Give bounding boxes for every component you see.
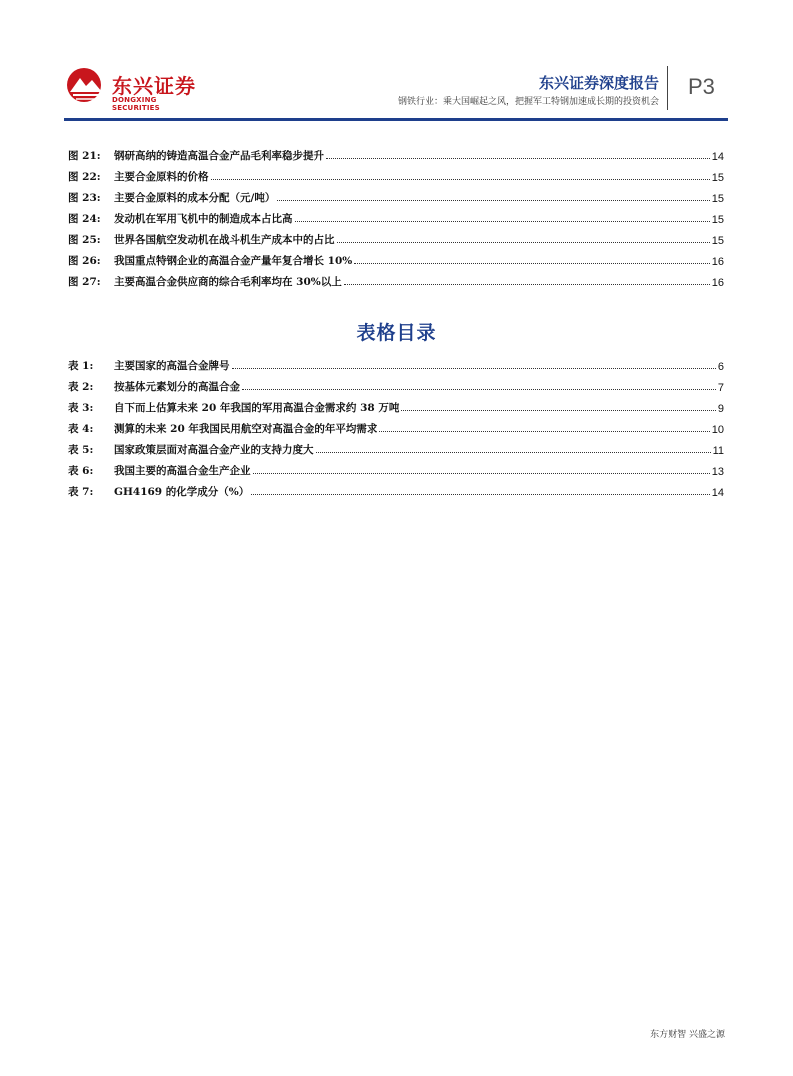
leader-dots	[326, 157, 710, 159]
toc-row[interactable]	[68, 166, 724, 184]
figure-title: 主要高温合金供应商的综合毛利率均在 30%以上	[114, 276, 342, 288]
page-ref: 6	[717, 361, 724, 373]
header-rule	[64, 118, 728, 121]
toc-row[interactable]	[68, 229, 724, 247]
table-number: 表 6:	[68, 465, 94, 477]
leader-dots	[379, 430, 709, 432]
table-title: 我国主要的高温合金生产企业	[114, 465, 251, 477]
table-number: 表 3:	[68, 402, 94, 414]
page-ref: 7	[717, 382, 724, 394]
figure-number: 图 22:	[68, 171, 101, 183]
figure-number: 图 24:	[68, 213, 101, 225]
page-ref: 15	[711, 235, 724, 247]
table-number: 表 4:	[68, 423, 94, 435]
figure-title: 钢研高纳的铸造高温合金产品毛利率稳步提升	[114, 150, 324, 162]
leader-dots	[316, 451, 711, 453]
toc-row[interactable]	[68, 271, 724, 289]
leader-dots	[337, 241, 710, 243]
table-title: 国家政策层面对高温合金产业的支持力度大	[114, 444, 314, 456]
company-logo	[64, 64, 204, 112]
figure-number: 图 26:	[68, 255, 101, 267]
leader-dots	[295, 220, 710, 222]
toc-row[interactable]	[68, 355, 724, 373]
toc-row[interactable]	[68, 250, 724, 268]
page-ref: 16	[711, 277, 724, 289]
leader-dots	[242, 388, 716, 390]
leader-dots	[344, 283, 710, 285]
table-number: 表 1:	[68, 360, 94, 372]
table-title: 测算的未来 20 年我国民用航空对高温合金的年平均需求	[114, 423, 378, 435]
page-header	[0, 0, 793, 122]
toc-row[interactable]	[68, 376, 724, 394]
page-ref: 14	[711, 487, 724, 499]
footer-slogan: 东方财智 兴盛之源	[650, 1030, 725, 1040]
figure-title: 发动机在军用飞机中的制造成本占比高	[114, 213, 293, 225]
figure-title: 主要合金原料的成本分配（元/吨）	[114, 192, 276, 204]
toc-row[interactable]	[68, 397, 724, 415]
toc-row[interactable]	[68, 418, 724, 436]
leader-dots	[401, 409, 716, 411]
page-ref: 15	[711, 214, 724, 226]
report-title: 东兴证券深度报告	[538, 74, 659, 92]
page-ref: 16	[711, 256, 724, 268]
figure-number: 图 27:	[68, 276, 101, 288]
figure-number: 图 25:	[68, 234, 101, 246]
toc-row[interactable]	[68, 187, 724, 205]
figure-number: 图 21:	[68, 150, 101, 162]
table-title: 自下而上估算未来 20 年我国的军用高温合金需求约 38 万吨	[114, 402, 400, 414]
tables-section-title: 表格目录	[356, 322, 437, 344]
table-number: 表 7:	[68, 486, 94, 498]
table-title: 主要国家的高温合金牌号	[114, 360, 230, 372]
page-number: P3	[688, 74, 715, 99]
logo-text-en: DONGXING SECURITIES	[112, 96, 160, 112]
leader-dots	[354, 262, 710, 264]
page-ref: 15	[711, 193, 724, 205]
page-ref: 9	[717, 403, 724, 415]
figure-title: 主要合金原料的价格	[114, 171, 209, 183]
page-ref: 10	[711, 424, 724, 436]
leader-dots	[232, 367, 716, 369]
header-divider	[667, 66, 668, 110]
figure-title: 我国重点特钢企业的高温合金产量年复合增长 10%	[114, 255, 353, 267]
toc-row[interactable]	[68, 208, 724, 226]
leader-dots	[211, 178, 710, 180]
leader-dots	[277, 199, 709, 201]
toc-row[interactable]	[68, 439, 724, 457]
page-ref: 13	[711, 466, 724, 478]
table-number: 表 5:	[68, 444, 94, 456]
toc-row[interactable]	[68, 481, 724, 499]
report-subtitle: 钢铁行业：乘大国崛起之风，把握军工特钢加速成长期的投资机会	[397, 97, 659, 107]
logo-text-cn: 东兴证券	[112, 74, 196, 98]
logo-mark-icon	[64, 66, 108, 104]
toc-row[interactable]	[68, 145, 724, 163]
page-ref: 11	[712, 445, 724, 457]
page-ref: 14	[711, 151, 724, 163]
leader-dots	[251, 493, 710, 495]
figure-title: 世界各国航空发动机在战斗机生产成本中的占比	[114, 234, 335, 246]
table-number: 表 2:	[68, 381, 94, 393]
leader-dots	[253, 472, 710, 474]
table-title: GH4169 的化学成分（%）	[114, 486, 250, 498]
toc-row[interactable]	[68, 460, 724, 478]
page-ref: 15	[711, 172, 724, 184]
table-title: 按基体元素划分的高温合金	[114, 381, 240, 393]
figure-number: 图 23:	[68, 192, 101, 204]
